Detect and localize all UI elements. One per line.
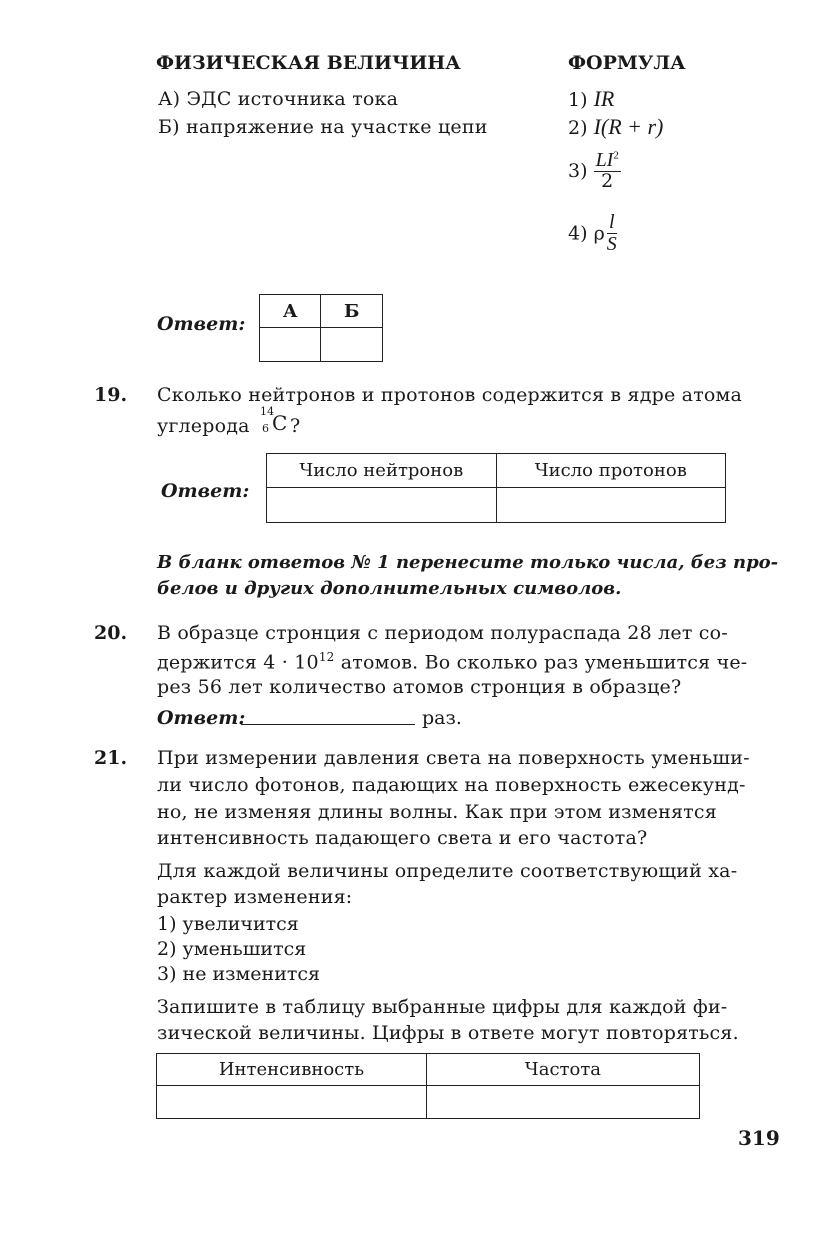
q21-col-frequency: Частота	[426, 1054, 699, 1086]
q18-answer-label: Ответ:	[157, 313, 246, 335]
q21-table-instruction-line2: зической величины. Цифры в ответе могут повторяться.	[157, 1022, 739, 1044]
q21-instruction-line2: рактер изменения:	[157, 886, 353, 908]
formula-3-numerator: LI	[595, 149, 614, 171]
formula-4-rho: ρ	[593, 222, 605, 245]
q19-col-neutrons: Число нейтронов	[267, 454, 497, 488]
formula-3-denominator: 2	[601, 170, 614, 192]
q20-line2-prefix: держится 4 · 10	[157, 651, 319, 674]
q19-text-line1: Сколько нейтронов и протонов содержится в ядре атома	[157, 384, 743, 406]
formula-1	[568, 86, 614, 112]
q20-line3: рез 56 лет количество атомов стронция в образце?	[157, 676, 682, 698]
q18-col-a: А	[260, 295, 321, 328]
quantity-item-b: Б) напряжение на участке цепи	[158, 116, 488, 138]
q21-option-3: 3) не изменится	[157, 963, 321, 985]
formula-4-numerator: l	[608, 211, 615, 233]
q21-instruction-line1: Для каждой величины определите соответствующий ха-	[157, 860, 738, 882]
q19-answer-label: Ответ:	[161, 480, 250, 502]
q19-col-protons: Число протонов	[496, 454, 725, 488]
q21-line4: интенсивность падающего света и его частота?	[157, 827, 648, 849]
q18-answer-cell-b[interactable]	[321, 328, 383, 362]
q20-exponent: 12	[318, 650, 335, 664]
formula-column-header: ФОРМУЛА	[568, 52, 686, 74]
quantity-item-a: А) ЭДС источника тока	[158, 88, 399, 110]
q19-answer-cell-neutrons[interactable]	[267, 488, 497, 523]
formula-3-exponent: 2	[613, 149, 619, 162]
q18-answer-table	[259, 294, 383, 362]
q21-answer-cell-intensity[interactable]	[157, 1086, 427, 1119]
formula-4	[568, 212, 619, 255]
q20-line2	[157, 650, 747, 673]
carbon-isotope	[256, 405, 290, 435]
formula-3-fraction	[594, 150, 621, 192]
formula-4-fraction	[605, 212, 619, 255]
formula-3	[568, 150, 621, 192]
q21-line2: ли число фотонов, падающих на поверхность ежесекунд-	[157, 774, 746, 796]
q21-answer-table	[156, 1053, 700, 1119]
q19-answer-table	[266, 453, 726, 523]
q20-answer-unit: раз.	[422, 707, 462, 729]
q21-table-instruction-line1: Запишите в таблицу выбранные цифры для каждой фи-	[157, 996, 728, 1018]
q19-text-line2	[157, 405, 301, 437]
isotope-charge: 6	[261, 422, 270, 435]
q19-note-line1: В бланк ответов № 1 перенесите только числа, без про-	[157, 552, 779, 573]
q21-line3: но, не изменяя длины волны. Как при этом изменятся	[157, 801, 717, 823]
q19-note-line2: белов и других дополнительных символов.	[157, 578, 622, 599]
q19-text-prefix: углерода	[157, 415, 250, 437]
formula-1-label: 1)	[568, 89, 588, 111]
q21-number: 21.	[94, 747, 128, 769]
q21-option-1: 1) увеличится	[157, 913, 299, 935]
q19-number: 19.	[94, 384, 128, 406]
q20-number: 20.	[94, 622, 128, 644]
q18-answer-cell-a[interactable]	[260, 328, 321, 362]
quantity-column-header: ФИЗИЧЕСКАЯ ВЕЛИЧИНА	[156, 52, 461, 74]
page-number: 319	[738, 1126, 780, 1150]
formula-1-expr: IR	[593, 86, 615, 111]
isotope-symbol: C	[271, 411, 288, 435]
q21-answer-cell-frequency[interactable]	[426, 1086, 699, 1119]
q20-line1: В образце стронция с периодом полураспада 28 лет со-	[157, 622, 728, 644]
formula-2-expr: I(R + r)	[593, 114, 664, 139]
q21-col-intensity: Интенсивность	[157, 1054, 427, 1086]
formula-3-label: 3)	[568, 159, 588, 182]
formula-2	[568, 114, 663, 140]
q21-option-2: 2) уменьшится	[157, 938, 307, 960]
formula-4-denominator: S	[606, 233, 617, 255]
isotope-mass: 14	[259, 405, 275, 418]
q19-answer-cell-protons[interactable]	[496, 488, 725, 523]
q20-line2-suffix: атомов. Во сколько раз уменьшится че-	[334, 651, 748, 674]
formula-4-label: 4)	[568, 222, 588, 245]
q20-answer-field[interactable]	[241, 724, 415, 725]
formula-2-label: 2)	[568, 117, 588, 139]
q18-col-b: Б	[321, 295, 383, 328]
q19-question-mark: ?	[289, 415, 301, 437]
q20-answer-label: Ответ:	[157, 707, 246, 729]
q21-line1: При измерении давления света на поверхность уменьши-	[157, 747, 750, 769]
